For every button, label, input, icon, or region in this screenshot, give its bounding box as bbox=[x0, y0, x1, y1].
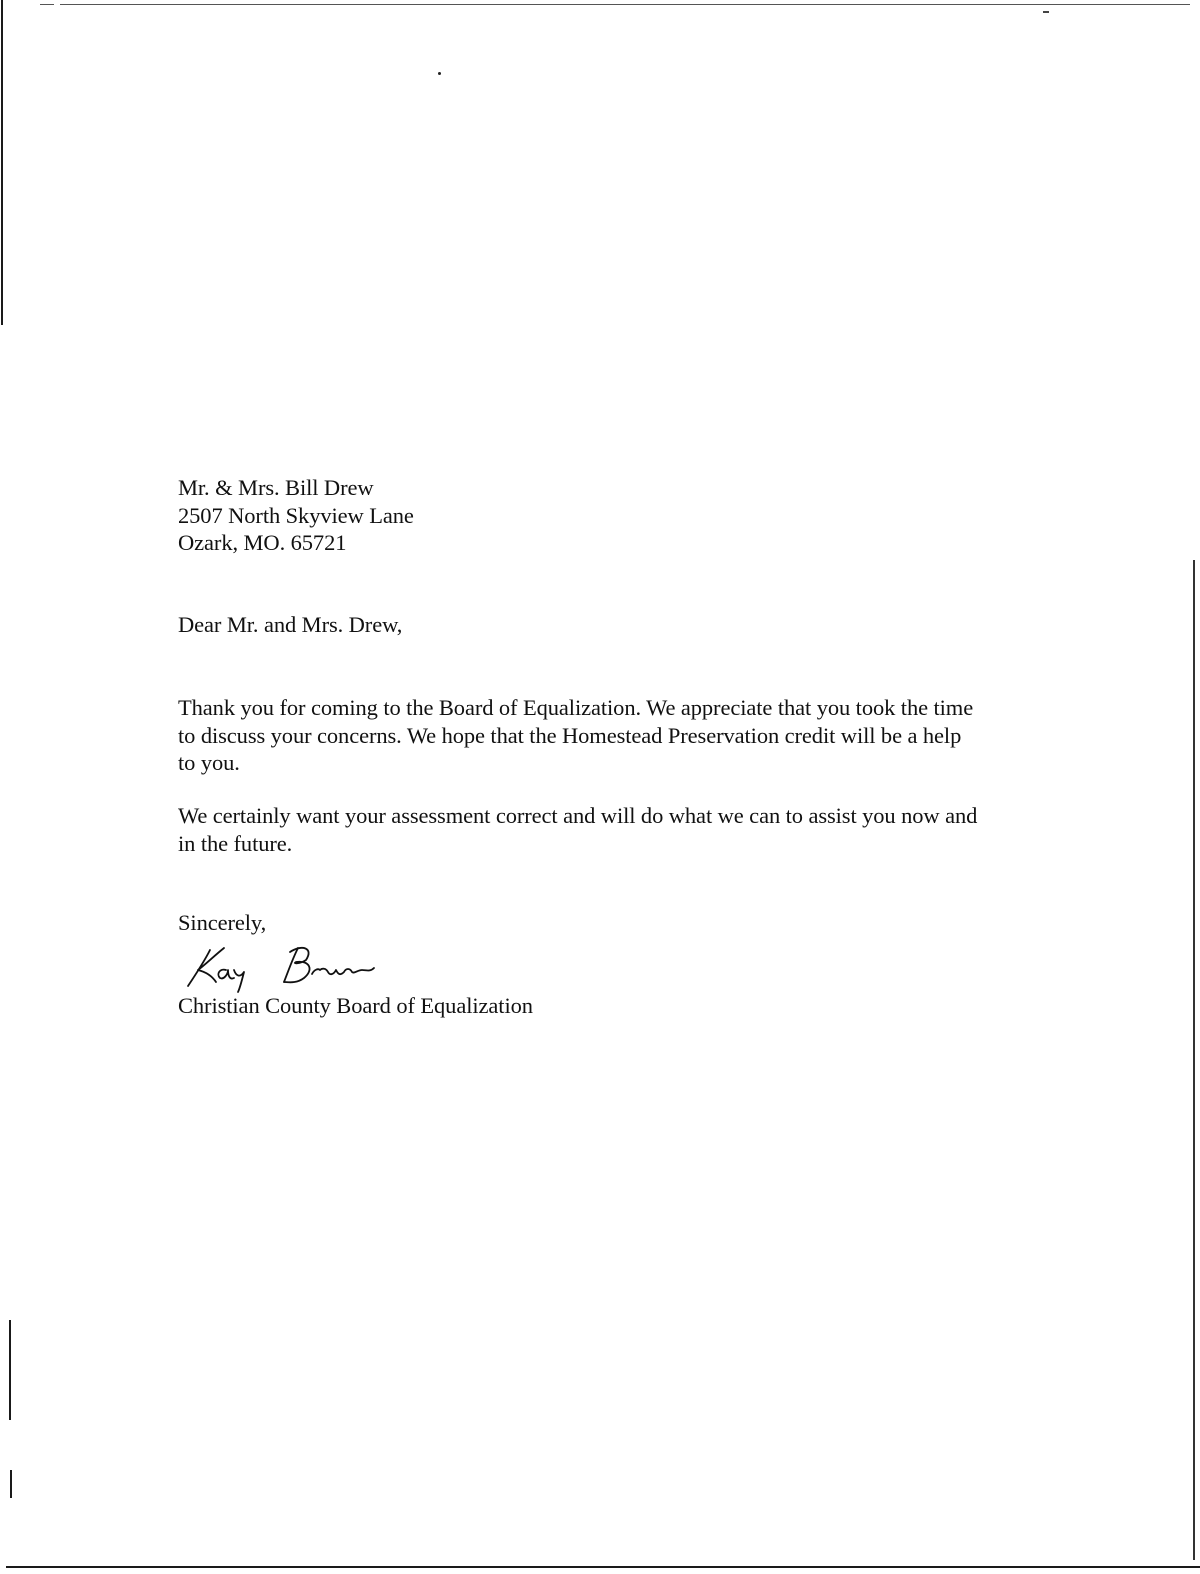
scan-edge-mark bbox=[40, 4, 54, 5]
scan-speck bbox=[438, 72, 441, 75]
signer-organization: Christian County Board of Equalization bbox=[178, 993, 533, 1018]
scan-right-edge bbox=[1193, 560, 1195, 1560]
scan-top-edge bbox=[60, 4, 1190, 5]
body-paragraph: We certainly want your assessment correct and will do what we can to assist you now and in the future. bbox=[178, 803, 978, 856]
body-paragraph: Thank you for coming to the Board of Equalization. We appreciate that you took the time to discuss your concerns. We hope that the Homestead Preservation credit will be a help to you. bbox=[178, 695, 974, 775]
salutation: Dear Mr. and Mrs. Drew, bbox=[178, 612, 403, 637]
recipient-street: 2507 North Skyview Lane bbox=[178, 502, 414, 528]
handwritten-signature bbox=[180, 938, 400, 994]
scan-left-edge bbox=[1, 0, 3, 325]
recipient-city: Ozark, MO. 65721 bbox=[178, 530, 347, 555]
recipient-name: Mr. & Mrs. Bill Drew bbox=[178, 475, 374, 500]
recipient-address bbox=[178, 474, 414, 557]
scan-left-mark bbox=[10, 1470, 12, 1498]
scan-left-mark bbox=[9, 1320, 11, 1420]
scan-speck bbox=[1043, 11, 1049, 13]
closing: Sincerely, bbox=[178, 910, 267, 935]
scan-bottom-edge bbox=[6, 1566, 1200, 1568]
